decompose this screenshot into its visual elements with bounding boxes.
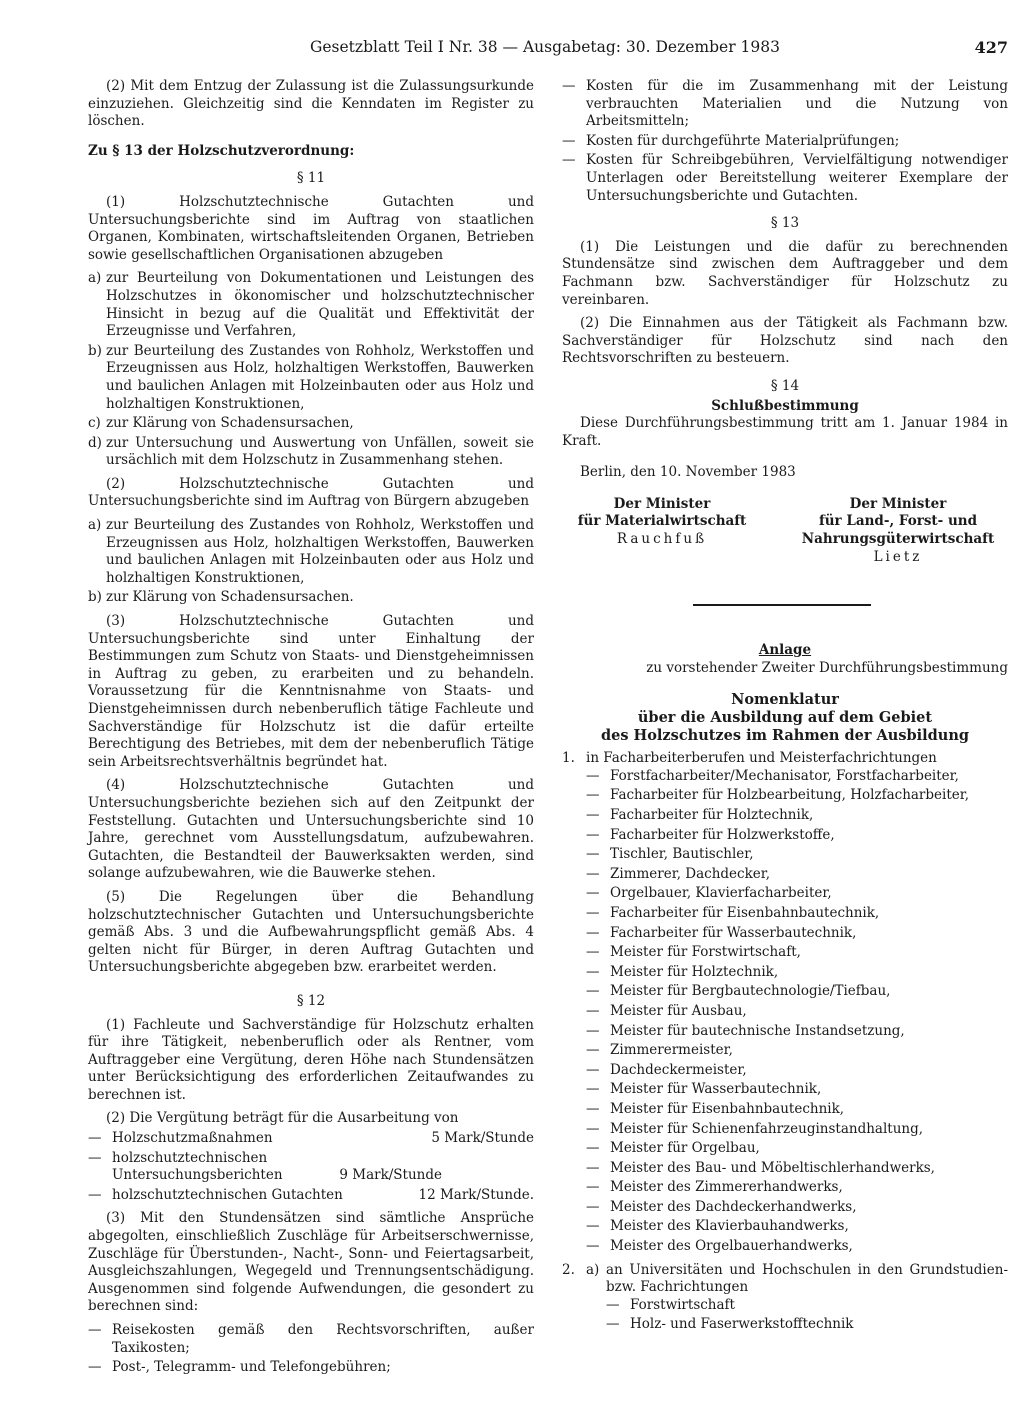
cost-item-text: Post-, Telegramm- und Telefongebühren;: [112, 1359, 391, 1376]
rate-value: 5 Mark/Stunde: [431, 1130, 534, 1147]
signature-name: Lietz: [873, 548, 923, 565]
place-date: Berlin, den 10. November 1983: [580, 464, 796, 481]
list-item-dash: —: [586, 1100, 600, 1117]
list-item-text: Meister für bautechnische Instandsetzung,: [610, 1022, 905, 1039]
list-item-text: zur Klärung von Schadensursachen.: [106, 589, 354, 606]
list-item-text: Orgelbauer, Klavierfacharbeiter,: [610, 885, 832, 902]
rate-dash: —: [88, 1130, 102, 1147]
list-item-text: Facharbeiter für Holztechnik,: [610, 807, 814, 823]
header-title: Gesetzblatt Teil I Nr. 38 — Ausgabetag: 30. Dezember 1983: [310, 38, 781, 56]
list-item-text: Facharbeiter für Holzwerkstoffe,: [610, 826, 835, 843]
list-item: [586, 944, 1008, 962]
list-item-label: a): [88, 270, 102, 287]
list-item-text: Facharbeiter für Eisenbahnbautechnik,: [610, 904, 880, 921]
item-text: in Facharbeiterberufen und Meisterfachrichtungen: [586, 750, 937, 767]
list-item-text: Facharbeiter für Holzbearbeitung, Holzfacharbeiter,: [610, 787, 970, 804]
list-item-text: Zimmerer, Dachdecker,: [610, 865, 771, 882]
cost-item-dash: —: [88, 1322, 102, 1338]
list-item: [586, 1121, 1008, 1139]
signature-line: für Land-, Forst- und: [818, 513, 978, 530]
section-heading-zu13: Zu § 13 der Holzschutzverordnung:: [88, 142, 355, 159]
nomenklatur-item-1: [562, 750, 1008, 768]
list-item-text: zur Beurteilung des Zustandes von Rohholz, Werkstoffen und Erzeugnissen aus Holz, holzhaltigen Werkstoffen, Bauwerken und baulichen Anlagen mit Holzeinbauten oder aus Holz und holzhaltigen Konstruktionen,: [106, 517, 534, 586]
list-item-dash: —: [586, 983, 600, 1000]
signature-line: Der Minister: [849, 495, 947, 512]
list-item-text: Meister des Dachdeckerhandwerks,: [610, 1198, 857, 1215]
list-item: [586, 983, 1008, 1001]
list-item: [586, 1199, 1008, 1217]
cost-item: [562, 78, 1008, 131]
list-item-text: Tischler, Bautischler,: [610, 846, 754, 863]
list-item-text: Meister für Wasserbautechnik,: [610, 1081, 822, 1098]
list-item: [586, 1023, 1008, 1041]
nomenklatur-heading-1: Nomenklatur: [731, 691, 839, 709]
list-item-dash: —: [586, 1140, 600, 1157]
list-item: [586, 1160, 1008, 1178]
list-item-text: Facharbeiter für Wasserbautechnik,: [610, 924, 857, 941]
list-item: [586, 1081, 1008, 1099]
section-title-14: § 14: [770, 377, 800, 394]
s11-list-1: [88, 270, 534, 470]
cost-item-dash: —: [562, 132, 576, 149]
section-title-12: § 12: [296, 992, 326, 1009]
list-item-text: Meister des Orgelbauerhandwerks,: [610, 1238, 853, 1255]
rate-value: 12 Mark/Stunde.: [418, 1186, 534, 1203]
list-item-dash: —: [586, 826, 600, 843]
list-item: [586, 1218, 1008, 1236]
list-item-dash: —: [586, 963, 600, 980]
list-item: [88, 270, 534, 340]
list-item-dash: —: [586, 787, 600, 804]
list-item: [88, 343, 534, 413]
list-item: [586, 846, 1008, 864]
s11-paragraph-1: (1) Holzschutztechnische Gutachten und Untersuchungsberichte sind im Auftrag von staatlichen Organen, Kombinaten, wirtschaftsleitenden Organen, Betrieben sowie gesellschaftlichen Organisationen abzugeben: [88, 193, 534, 263]
list-item-dash: —: [586, 1061, 600, 1078]
list-item-text: Meister für Bergbautechnologie/Tiefbau,: [610, 983, 891, 1000]
rate-value: 9 Mark/Stunde: [339, 1167, 442, 1184]
study-list: [562, 1297, 1008, 1334]
list-item-dash: —: [586, 1159, 600, 1176]
signature-line: Der Minister: [613, 495, 711, 512]
nomenklatur-heading-2: über die Ausbildung auf dem Gebiet: [637, 709, 933, 727]
s11-paragraph-2: (2) Holzschutztechnische Gutachten und Untersuchungsberichte sind im Auftrag von Bürgern abzugeben: [88, 475, 534, 510]
rate-text: holzschutztechnischen Gutachten: [112, 1186, 343, 1203]
rate-text: holzschutztechnischen Untersuchungsberichten: [112, 1149, 283, 1184]
cost-item: [562, 152, 1008, 205]
signatures: [562, 496, 1008, 566]
list-item: [586, 905, 1008, 923]
list-item: [88, 435, 534, 470]
list-item-dash: —: [586, 1218, 600, 1235]
list-item: [586, 1179, 1008, 1197]
list-item-dash: —: [586, 807, 600, 823]
list-item-text: zur Untersuchung und Auswertung von Unfällen, soweit sie ursächlich mit dem Holzschutz in Zusammenhang stehen.: [106, 434, 534, 469]
s12-paragraph-3: (3) Mit den Stundensätzen sind sämtliche Ansprüche abgegolten, einschließlich Zuschläge für Arbeitserschwernisse, Zuschläge für Überstunden-, Nacht-, Sonn- und Feiertagsarbeit, Ausgleichszahlungen, Wegegeld und Trennungsentschädigung. Ausgenommen sind folgende Aufwendungen, die gesondert zu berechnen sind:: [88, 1210, 534, 1315]
page-header: [88, 38, 1008, 60]
nomenklatur-item-2: [562, 1262, 1008, 1297]
list-item-dash: —: [586, 1238, 600, 1255]
item-number: 1.: [562, 750, 575, 767]
list-item-text: Meister für Ausbau,: [610, 1002, 747, 1019]
list-item: [586, 964, 1008, 982]
list-item-label: a): [88, 517, 102, 534]
cost-item: [88, 1359, 534, 1377]
s13-paragraph-2: (2) Die Einnahmen aus der Tätigkeit als Fachmann bzw. Sachverständiger für Holzschutz sind nach den Rechtsvorschriften zu besteuern.: [562, 315, 1008, 367]
left-column: [88, 78, 534, 1379]
s14-heading: Schlußbestimmung: [711, 397, 859, 414]
list-item: [586, 807, 1008, 825]
list-item: [586, 1003, 1008, 1021]
cost-item-dash: —: [88, 1359, 102, 1376]
list-item-dash: —: [586, 865, 600, 882]
list-item-dash: —: [586, 1042, 600, 1059]
rate-dash: —: [88, 1186, 102, 1203]
list-item-dash: —: [586, 1081, 600, 1098]
s14-paragraph: Diese Durchführungsbestimmung tritt am 1. Januar 1984 in Kraft.: [562, 415, 1008, 449]
cost-item: [88, 1322, 534, 1357]
list-item: [88, 415, 534, 433]
list-item-dash: —: [586, 944, 600, 961]
paragraph-entzug: (2) Mit dem Entzug der Zulassung ist die Zulassungsurkunde einzuziehen. Gleichzeitig sind die Kenndaten im Register zu löschen.: [88, 78, 534, 130]
list-item-dash: —: [586, 1002, 600, 1019]
list-item-text: Meister des Zimmererhandwerks,: [610, 1179, 843, 1196]
cost-item-dash: —: [562, 78, 576, 94]
rate-dash: —: [88, 1149, 102, 1166]
cost-item-dash: —: [562, 152, 576, 169]
list-item-dash: —: [586, 1179, 600, 1196]
divider: [693, 604, 871, 606]
list-item-label: b): [88, 589, 102, 606]
list-item-dash: —: [586, 1022, 600, 1039]
list-item: [586, 866, 1008, 884]
signature-block: [788, 496, 1008, 566]
list-item: [586, 827, 1008, 845]
item-number: 2.: [562, 1261, 575, 1278]
anlage-subtitle: zu vorstehender Zweiter Durchführungsbestimmung: [646, 659, 1008, 676]
list-item-label: c): [88, 415, 101, 432]
rate-row: [88, 1130, 534, 1148]
list-item-label: d): [88, 434, 102, 451]
anlage-title: Anlage: [758, 642, 812, 659]
signature-line: Nahrungsgüterwirtschaft: [801, 531, 995, 548]
list-item-text: Dachdeckermeister,: [610, 1061, 747, 1078]
list-item: [586, 885, 1008, 903]
cost-item-text: Kosten für durchgeführte Materialprüfungen;: [586, 132, 900, 149]
s13-paragraph-1: (1) Die Leistungen und die dafür zu berechnenden Stundensätze sind zwischen dem Auftraggeber und dem Fachmann bzw. Sachverständiger für Holzschutz zu vereinbaren.: [562, 238, 1008, 308]
list-item: [88, 589, 534, 607]
list-item-text: Meister für Eisenbahnbautechnik,: [610, 1100, 845, 1117]
signature-line: für Materialwirtschaft: [577, 513, 747, 530]
occupation-list: [562, 768, 1008, 1256]
list-item-dash: —: [606, 1296, 620, 1313]
section-title-11: § 11: [296, 170, 326, 187]
list-item-text: zur Klärung von Schadensursachen,: [106, 415, 354, 432]
signature-block: [562, 496, 762, 566]
list-item-dash: —: [586, 885, 600, 902]
list-item-text: Meister des Klavierbauhandwerks,: [610, 1218, 849, 1235]
list-item: [88, 517, 534, 587]
item-sub-label: a): [586, 1261, 600, 1278]
s12-paragraph-1: (1) Fachleute und Sachverständige für Holzschutz erhalten für ihre Tätigkeit, nebenberuflich oder als Rentner, vom Auftraggeber eine Vergütung, deren Höhe nach Stundensätzen unter Berücksichtigung des erforderlichen Zeitaufwandes zu berechnen ist.: [88, 1016, 534, 1103]
list-item-dash: —: [606, 1316, 620, 1333]
list-item-text: Meister für Schienenfahrzeuginstandhaltung,: [610, 1120, 924, 1137]
s12-paragraph-2: (2) Die Vergütung beträgt für die Ausarbeitung von: [106, 1110, 459, 1127]
rate-row: [88, 1187, 534, 1205]
s11-paragraph-5: (5) Die Regelungen über die Behandlung holzschutztechnischer Gutachten und Untersuchungsberichte gemäß Abs. 3 und die Aufbewahrungspflicht gemäß Abs. 4 gelten nicht für Bürger, in deren Auftrag Gutachten und Untersuchungsberichte abgegeben bzw. erarbeitet werden.: [88, 888, 534, 976]
list-item: [586, 768, 1008, 786]
section-title-13: § 13: [770, 215, 800, 232]
cost-item: [562, 133, 1008, 151]
list-item-text: Meister für Orgelbau,: [610, 1140, 760, 1157]
list-item-text: Holz- und Faserwerkstofftechnik: [630, 1316, 854, 1333]
right-column: [562, 78, 1008, 1336]
list-item: [586, 787, 1008, 805]
list-item-dash: —: [586, 924, 600, 941]
list-item: [586, 1062, 1008, 1080]
cost-item-text: Kosten für die im Zusammenhang mit der Leistung verbrauchten Materialien und die Nutzung von Arbeitsmitteln;: [586, 78, 1008, 130]
rate-row: [88, 1150, 534, 1185]
list-item: [586, 1042, 1008, 1060]
list-item-label: b): [88, 342, 102, 359]
list-item-dash: —: [586, 904, 600, 921]
list-item: [606, 1297, 1008, 1315]
list-item-text: Forstfacharbeiter/Mechanisator, Forstfacharbeiter,: [610, 767, 959, 784]
list-item: [586, 1140, 1008, 1158]
list-item-text: zur Beurteilung des Zustandes von Rohholz, Werkstoffen und Erzeugnissen aus Holz, holzhaltigen Werkstoffen, Bauwerken und baulichen Anlagen mit Holzeinbauten oder aus Holz und holzhaltigen Konstruktionen,: [106, 342, 534, 412]
page-number: 427: [974, 38, 1008, 57]
list-item-text: Meister für Holztechnik,: [610, 963, 779, 980]
rate-list: [88, 1130, 534, 1204]
list-item-dash: —: [586, 767, 600, 784]
list-item-dash: —: [586, 1120, 600, 1137]
item-text: an Universitäten und Hochschulen in den Grundstudien- bzw. Fachrichtungen: [606, 1261, 1008, 1296]
list-item-text: Forstwirtschaft: [630, 1296, 735, 1313]
rate-text: Holzschutzmaßnahmen: [112, 1130, 273, 1147]
s11-paragraph-3: (3) Holzschutztechnische Gutachten und Untersuchungsberichte sind unter Einhaltung der Bestimmungen zum Schutz von Staats- und Dienstgeheimnissen in Auftrag zu geben, zu erarbeiten und zu behandeln. Voraussetzung für die Kenntnisnahme von Staats- und Dienstgeheimnissen durch nebenberuflich tätige Fachleute und Sachverständige für Holzschutz ist die dafür erteilte Berechtigung des Betriebes, mit dem der nebenberuflich Tätige sein Arbeitsrechtsverhältnis begründet hat.: [88, 613, 534, 770]
s11-list-2: [88, 517, 534, 607]
list-item-text: Meister des Bau- und Möbeltischlerhandwerks,: [610, 1159, 935, 1176]
list-item: [586, 925, 1008, 943]
list-item-text: zur Beurteilung von Dokumentationen und Leistungen des Holzschutzes in ökonomischer und holzschutztechnischer Hinsicht in bezug auf die Qualität und Effektivität der Erzeugnisse und Verfahren,: [106, 270, 534, 340]
s11-paragraph-4: (4) Holzschutztechnische Gutachten und Untersuchungsberichte beziehen sich auf den Zeitpunkt der Feststellung. Gutachten und Untersuchungsberichte sind 10 Jahre, gerechnet vom Ausstellungsdatum, aufzubewahren. Gutachten, die Bestandteil der Bauwerksakten werden, sind solange aufzubewahren, wie die Bauwerke stehen.: [88, 777, 534, 882]
signature-name: Rauchfuß: [616, 531, 708, 548]
cost-item-text: Kosten für Schreibgebühren, Vervielfältigung notwendiger Unterlagen oder Bereitstellung weiterer Exemplare der Untersuchungsberichte und Gutachten.: [586, 152, 1008, 204]
list-item: [606, 1316, 1008, 1334]
nomenklatur-heading-3: des Holzschutzes im Rahmen der Ausbildung: [600, 726, 970, 744]
cost-item-text: Reisekosten gemäß den Rechtsvorschriften, außer Taxikosten;: [112, 1322, 534, 1356]
list-item-text: Zimmerermeister,: [610, 1042, 733, 1059]
list-item-text: Meister für Forstwirtschaft,: [610, 944, 801, 961]
list-item: [586, 1238, 1008, 1256]
list-item-dash: —: [586, 1198, 600, 1215]
list-item: [586, 1101, 1008, 1119]
list-item-dash: —: [586, 846, 600, 863]
